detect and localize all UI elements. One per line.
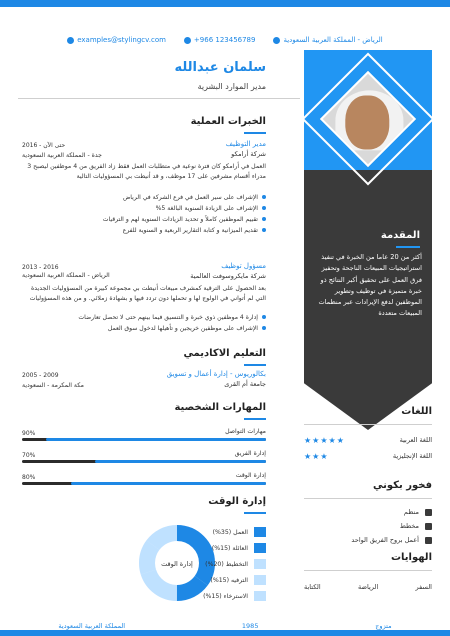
skill-label: مهارات التواصل — [225, 428, 266, 435]
hobbies-section — [304, 552, 432, 612]
language-stars: ★★★★★ — [304, 435, 345, 445]
contact-bar — [0, 28, 450, 52]
legend-item: الترفيه (15%) — [203, 572, 266, 588]
education-title: التعليم الاكاديمي — [183, 348, 266, 359]
footer — [0, 616, 450, 636]
skill-percent: 70% — [22, 452, 36, 459]
legend-swatch — [254, 559, 266, 569]
legend-swatch — [254, 591, 266, 601]
legend-swatch — [254, 575, 266, 585]
exp1-bullet: تقديم الميزانية و كتابة التقارير الربعية و السنوية للفرع — [26, 225, 266, 236]
time-title: إدارة الوقت — [208, 496, 266, 507]
main-column — [18, 58, 300, 618]
time-legend — [203, 524, 266, 604]
email-icon — [67, 37, 74, 44]
skill-bar-fill — [46, 438, 266, 441]
edu-dates: 2005 - 2009 — [22, 372, 59, 379]
top-accent-bar — [0, 0, 450, 7]
hobbies-divider — [304, 570, 432, 571]
exp2-dates: 2013 - 2016 — [22, 264, 59, 271]
email-text: examples@stylingcv.com — [77, 36, 166, 44]
exp2-title: مسؤول توظيف — [221, 262, 266, 270]
exp1-desc: العمل في أرامكو كان فترة نوعية في متطلبات العمل فقط زاد الفريق من 4 موظفين ليصبح 3 مدراء أقسام مشرفين على 17 موظف، و قد أنيطت بي المسؤوليات التالية — [27, 163, 266, 180]
skill-percent: 90% — [22, 430, 36, 437]
location-text: الرياض - المملكة العربية السعودية — [283, 36, 383, 44]
exp2-bullet: إدارة 4 موظفين ذوي خبرة و التنسيق فيما بينهم حتى لا تحصل تعارضات — [26, 312, 266, 323]
exp1-bullet: تقييم الموظفين كاملاً و تحديد الزيادات السنوية لهم و الترقيات — [26, 214, 266, 225]
right-sidebar — [304, 50, 432, 610]
pride-text: أعمل بروح الفريق الواحد — [351, 536, 419, 544]
footer-bar — [0, 630, 450, 636]
experience-underline — [244, 132, 266, 134]
languages-title: اللغات — [401, 406, 432, 417]
language-row — [304, 450, 432, 462]
skill-bar — [22, 482, 266, 485]
location — [273, 36, 382, 44]
footer-marital: متزوج — [375, 622, 392, 630]
exp1-bullet: الإشراف على سير العمل في فرع الشركة في الرياض — [26, 192, 266, 203]
pride-item — [304, 506, 432, 518]
education-underline — [244, 364, 266, 366]
hobby-sport: الرياضة — [358, 583, 379, 591]
pride-text: مخطط — [399, 522, 419, 530]
exp2-bullets — [26, 312, 266, 334]
location-icon — [273, 37, 280, 44]
skill-label: إدارة الفريق — [234, 450, 266, 457]
avatar-face — [345, 96, 389, 150]
phone-icon — [184, 37, 191, 44]
exp1-dates: 2016 - حتى الآن — [22, 142, 66, 149]
skill-bar-fill — [95, 460, 266, 463]
edu-title: بكالوريوس - إدارة أعمال و تسويق — [166, 370, 266, 378]
name-divider — [18, 98, 300, 99]
legend-item: الاسترخاء (15%) — [203, 588, 266, 604]
legend-swatch — [254, 527, 266, 537]
language-stars: ★★★ — [304, 451, 329, 461]
exp1-bullet: الإشراف على الزيادة السنوية البالغة 5% — [26, 203, 266, 214]
language-name: اللغة الإنجليزية — [392, 452, 432, 460]
skill-bar-fill — [71, 482, 266, 485]
experience-title: الخبرات العملية — [190, 116, 266, 127]
intro-underline — [396, 246, 420, 248]
skill-bar — [22, 460, 266, 463]
legend-item: العمل (35%) — [203, 524, 266, 540]
languages-section — [304, 406, 432, 476]
skill-bar — [22, 438, 266, 441]
pride-section — [304, 480, 432, 550]
exp2-location: الرياض - المملكة العربية السعودية — [22, 272, 110, 279]
skill-label: إدارة الوقت — [235, 472, 266, 479]
pride-icon — [425, 523, 432, 530]
pride-divider — [304, 498, 432, 499]
exp1-bullets — [26, 192, 266, 236]
phone[interactable] — [184, 36, 256, 44]
exp1-title: مدير التوظيف — [225, 140, 266, 148]
person-role: مدير الموارد البشرية — [197, 82, 266, 91]
exp1-location: جدة - المملكة العربية السعودية — [22, 152, 102, 159]
edu-university: جامعة أم القرى — [224, 380, 266, 388]
exp1-company: شركة أرامكو — [231, 150, 266, 158]
legend-item: العائلة (15%) — [203, 540, 266, 556]
language-row — [304, 434, 432, 446]
pride-title: فخور بكوني — [373, 480, 432, 491]
time-donut-center: إدارة الوقت — [161, 560, 193, 568]
footer-country: المملكة العربية السعودية — [58, 622, 126, 630]
hobbies-row — [304, 578, 432, 596]
hobby-writing: الكتابة — [304, 583, 321, 591]
exp2-bullet: الإشراف على موظفين خريجين و تأهيلها لدخول سوق العمل — [26, 323, 266, 334]
edu-location: مكة المكرمة - السعودية — [22, 382, 84, 389]
skills-underline — [244, 418, 266, 420]
skills-title: المهارات الشخصية — [174, 402, 266, 413]
pride-text: منظم — [403, 508, 419, 516]
language-name: اللغة العربية — [399, 436, 432, 444]
skill-percent: 80% — [22, 474, 36, 481]
phone-text: +966 123456789 — [193, 36, 256, 44]
legend-item: التخطيط (20%) — [203, 556, 266, 572]
legend-swatch — [254, 543, 266, 553]
time-underline — [244, 512, 266, 514]
person-name: سلمان عبدالله — [174, 60, 266, 75]
pride-item — [304, 534, 432, 546]
exp2-company: شركة مايكروسوفت العالمية — [190, 272, 266, 280]
exp2-desc: بعد الحصول على الترقية كمشرف مبيعات أنيطت بي مجموعة كبيرة من المسؤوليات الجديدة التي لم أتواني في الولوج لها و تحملها دون تردد فيها و بشهادة زملائي. و من هذه المسؤوليات — [29, 285, 266, 302]
hobbies-title: الهوايات — [390, 552, 432, 563]
email[interactable] — [67, 36, 166, 44]
pride-icon — [425, 509, 432, 516]
languages-divider — [304, 424, 432, 425]
intro-text: أكثر من 20 عاما من الخبرة في تنفيذ استراتيجيات المبيعات الناجحة وتحفيز فرق العمل على تحقيق أكبر النتائج ذو خبرة متميزة في توظيف وتطوير الموظفين لدفع الإيرادات عبر منظمات المبيعات متعددة — [318, 253, 422, 318]
pride-icon — [425, 537, 432, 544]
hobby-travel: السفر — [415, 583, 432, 591]
footer-year: 1985 — [241, 622, 259, 630]
intro-title: المقدمة — [380, 230, 420, 241]
pride-item — [304, 520, 432, 532]
